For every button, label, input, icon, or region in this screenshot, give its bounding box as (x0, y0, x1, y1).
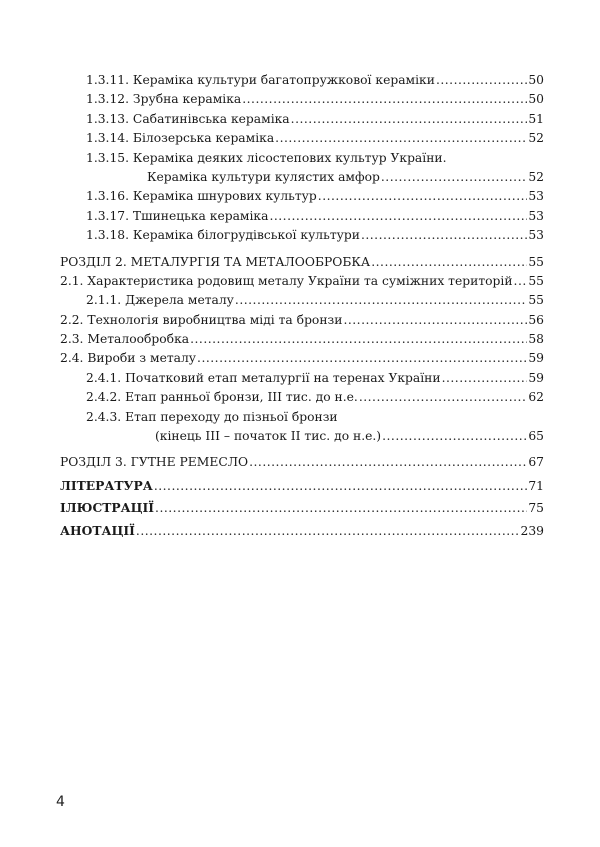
toc-entry[interactable] (60, 330, 544, 349)
toc-entry-label: РОЗДІЛ 3. ГУТНЕ РЕМЕСЛО (60, 455, 249, 470)
dot-leader (249, 453, 527, 472)
toc-entry-label: 2.3. Металообробка (60, 332, 190, 347)
toc-entry-page: 59 (528, 370, 544, 385)
toc-entry-page: 55 (528, 273, 544, 288)
toc-entry[interactable] (60, 90, 544, 109)
toc-entry-page: 58 (528, 332, 544, 347)
dot-leader (382, 427, 527, 446)
toc-entry-page: 239 (520, 523, 544, 538)
toc-entry-label: 2.1. Характеристика родовищ металу України та суміжних територій (60, 273, 513, 288)
toc-entry-page: 55 (528, 254, 544, 269)
toc-entry-page: 75 (528, 501, 544, 516)
toc-illustrations[interactable] (60, 498, 544, 517)
toc-entry-label: ЛІТЕРАТУРА (60, 477, 153, 493)
toc-entry-label: 1.3.11. Кераміка культури багатопружкової кераміки (86, 73, 435, 87)
dot-leader (155, 499, 527, 518)
toc-entry-page: 50 (528, 73, 544, 87)
toc-entry-label: 1.3.13. Сабатинівська кераміка (86, 111, 290, 126)
dot-leader (275, 129, 527, 148)
toc-entry-page: 65 (528, 429, 544, 444)
toc-entry[interactable] (60, 226, 544, 245)
toc-entry-label: 1.3.12. Зрубна кераміка (86, 92, 242, 107)
dot-leader (291, 110, 528, 129)
toc-entry-label-line2: (кінець ІІІ – початок ІІ тис. до н.е.) (155, 429, 382, 444)
toc-literature[interactable] (60, 476, 544, 495)
dot-leader (442, 369, 528, 388)
toc-entry-page: 52 (528, 131, 544, 146)
toc-entry-label: 2.4.2. Етап ранньої бронзи, ІІІ тис. до н.е. (86, 390, 358, 405)
toc-entry-label: ІЛЮСТРАЦІЇ (60, 500, 155, 516)
toc-entry[interactable] (60, 272, 544, 291)
toc-entry-page: 62 (528, 390, 544, 405)
toc-entry-page: 52 (528, 169, 544, 184)
toc-entry-page: 51 (528, 111, 544, 126)
toc-entry[interactable] (60, 207, 544, 226)
dot-leader (371, 253, 527, 272)
toc-entry-page: 71 (528, 478, 544, 493)
dot-leader (381, 168, 527, 187)
toc-entry-page: 50 (528, 92, 544, 107)
dot-leader (318, 187, 528, 206)
toc-section-2[interactable] (60, 253, 544, 272)
toc-entry[interactable] (60, 291, 544, 310)
dot-leader (269, 207, 527, 226)
toc-entry[interactable] (60, 369, 544, 388)
dot-leader (359, 388, 528, 407)
dot-leader (242, 90, 527, 109)
table-of-contents (60, 71, 544, 540)
toc-entry-label: РОЗДІЛ 2. МЕТАЛУРГІЯ ТА МЕТАЛООБРОБКА (60, 254, 371, 269)
toc-entry[interactable] (60, 388, 544, 407)
toc-entry-label: 2.4. Вироби з металу (60, 351, 197, 366)
toc-entry-page: 67 (528, 455, 544, 470)
toc-section-3[interactable] (60, 453, 544, 472)
toc-entry-page: 56 (528, 312, 544, 327)
page-number: 4 (56, 794, 65, 810)
toc-entry-page: 53 (528, 208, 544, 223)
toc-entry[interactable] (60, 129, 544, 148)
toc-entry-page: 53 (528, 189, 544, 204)
toc-entry[interactable] (60, 311, 544, 330)
toc-entry-page: 53 (528, 228, 544, 243)
toc-entry-label: 2.2. Технологія виробництва міді та бронзи (60, 312, 343, 327)
toc-entry[interactable] (60, 71, 544, 90)
dot-leader (343, 311, 527, 330)
toc-entry-label: АНОТАЦІЇ (60, 522, 135, 538)
toc-entry-label: 1.3.18. Кераміка білогрудівської культури (86, 228, 360, 243)
toc-entry-label: 1.3.16. Кераміка шнурових культур (86, 189, 317, 204)
toc-entry-label: 1.3.17. Тшинецька кераміка (86, 208, 269, 223)
toc-entry-label-line1: 1.3.15. Кераміка деяких лісостепових культур України. (86, 150, 447, 165)
toc-entry-label: 1.3.14. Білозерська кераміка (86, 131, 275, 146)
toc-entry-multiline[interactable] (60, 149, 544, 188)
toc-entry[interactable] (60, 187, 544, 206)
dot-leader (197, 349, 527, 368)
dot-leader (154, 477, 528, 496)
toc-entry-page: 55 (528, 293, 544, 308)
dot-leader (361, 226, 527, 245)
toc-entry-label-line1: 2.4.3. Етап переходу до пізньої бронзи (86, 409, 338, 424)
dot-leader (136, 522, 520, 541)
toc-entry-page: 59 (528, 351, 544, 366)
toc-annotations[interactable] (60, 521, 544, 540)
toc-entry-multiline[interactable] (60, 408, 544, 447)
toc-entry[interactable] (60, 110, 544, 129)
toc-entry-label-line2: Кераміка культури кулястих амфор (147, 169, 380, 184)
dot-leader (436, 71, 527, 90)
toc-entry-label: 2.4.1. Початковий етап металургії на теренах України (86, 370, 441, 385)
dot-leader (514, 272, 528, 291)
dot-leader (235, 291, 527, 310)
toc-entry-label: 2.1.1. Джерела металу (86, 293, 234, 308)
dot-leader (190, 330, 527, 349)
toc-entry[interactable] (60, 349, 544, 368)
